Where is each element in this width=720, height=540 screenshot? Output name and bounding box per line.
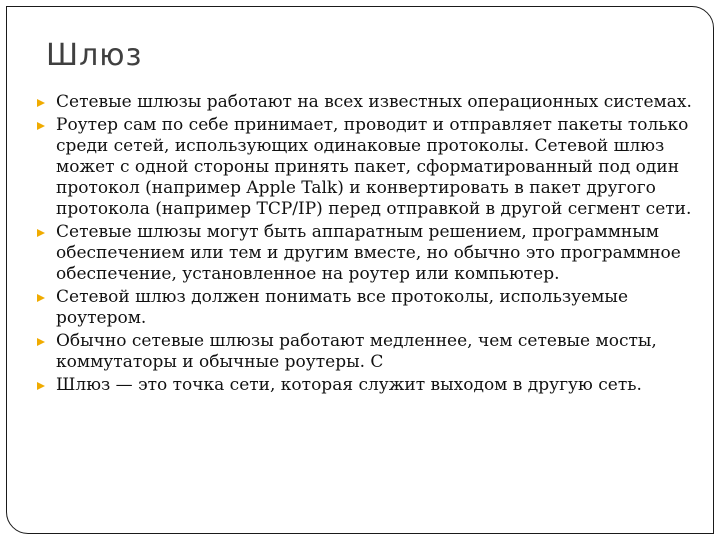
bullet-text: Роутер сам по себе принимает, проводит и отправляет пакеты только среди сетей, использующих одинаковые протоколы. Сетевой шлюз может с одной стороны принять пакет, сформатированный под один протокол (например Apple Talk) и конвертировать в пакет другого протокола (например TCP/IP) перед отправкой в другой сегмент сети. <box>56 115 692 219</box>
bullet-text: Сетевые шлюзы могут быть аппаратным решением, программным обеспечением или тем и другим вместе, но обычно это программное обеспечение, установленное на роутер или компьютер. <box>56 222 681 284</box>
bullet-marker-icon <box>36 381 46 391</box>
bullet-item <box>36 222 700 285</box>
bullet-text: Шлюз — это точка сети, которая служит выходом в другую сеть. <box>56 375 642 395</box>
bullet-text: Обычно сетевые шлюзы работают медленнее, чем сетевые мосты, коммутаторы и обычные роутеры. С <box>56 331 657 372</box>
bullet-item <box>36 375 700 396</box>
slide-title: Шлюз <box>46 38 143 73</box>
bullet-marker-icon <box>36 293 46 303</box>
bullet-marker-icon <box>36 337 46 347</box>
bullet-marker-icon <box>36 121 46 131</box>
bullet-item <box>36 92 700 113</box>
bullet-text: Сетевой шлюз должен понимать все протоколы, используемые роутером. <box>56 287 628 328</box>
bullet-marker-icon <box>36 98 46 108</box>
bullet-item <box>36 115 700 220</box>
bullet-marker-icon <box>36 228 46 238</box>
bullet-text: Сетевые шлюзы работают на всех известных операционных системах. <box>56 92 692 112</box>
bullet-list <box>36 92 700 398</box>
bullet-item <box>36 331 700 373</box>
bullet-item <box>36 287 700 329</box>
